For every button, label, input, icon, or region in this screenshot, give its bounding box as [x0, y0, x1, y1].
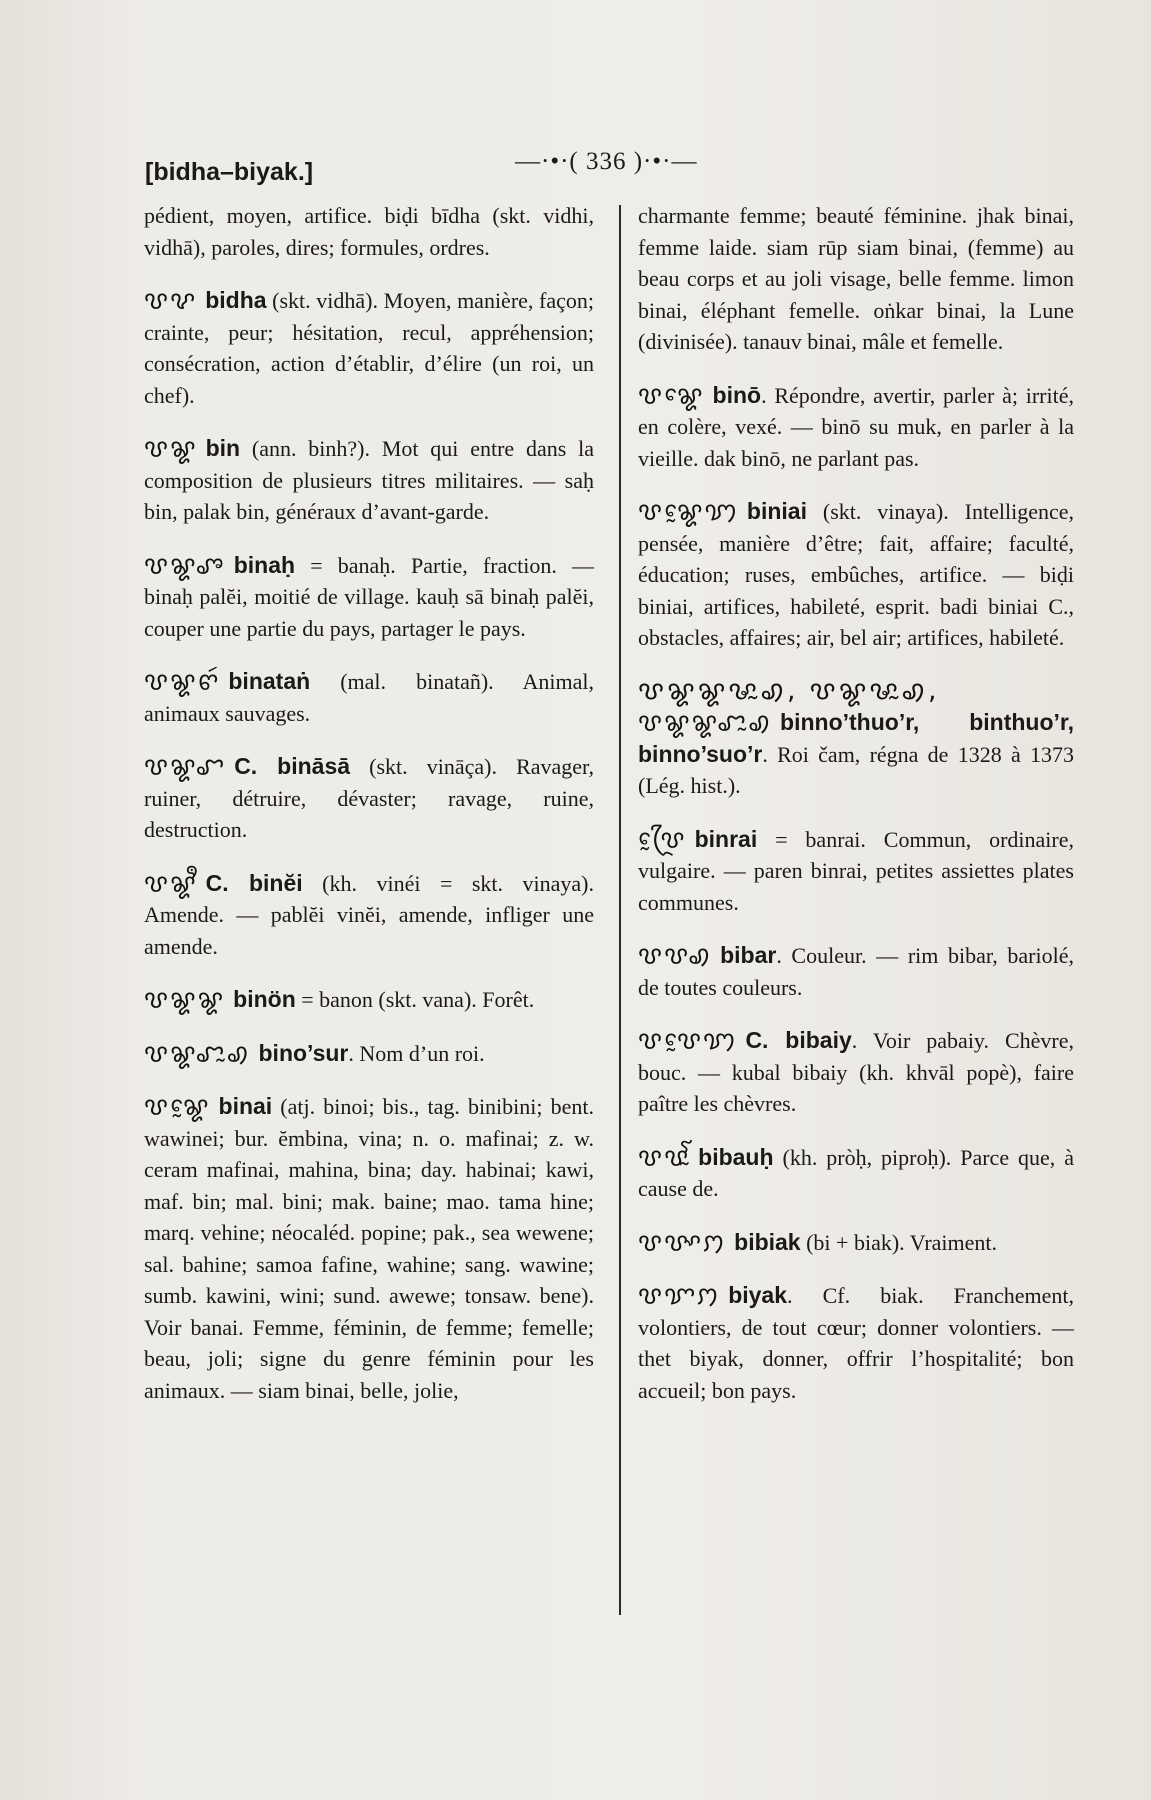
cham-script: ꨝꨝꩉ: [638, 940, 713, 970]
entry-text: (ann. binh?). Mot qui entre dans la composition de plusieurs titres militaires. — saḥ bin, palak bin, généraux d’avant-garde.: [144, 436, 594, 524]
entry-text: (skt. vinaya). Intelligence, pensée, manière d’être; fait, affaire; faculté, éducation; ruses, embûches, artifice. — biḍi biniai, artifices, habileté, esprit. badi biniai C., obstacles, affaires; air, bel air; artifices, habileté.: [638, 499, 1074, 650]
entry-text: . Roi čam, régna de 1328 à 1373 (Lég. hist.).: [638, 741, 1074, 798]
headword: bino’sur: [258, 1039, 349, 1066]
entry-text: . Répondre, avertir, parler à; irrité, en colère, vexé. — binō su muk, en parler à la vieille. dak binō, ne parlant pas.: [638, 382, 1074, 471]
dictionary-entry: [144, 285, 594, 411]
headword: C. bināsā: [234, 753, 351, 779]
dictionary-entry: [638, 380, 1074, 475]
dictionary-entry: [144, 1091, 594, 1406]
cham-script: ꨝꨘꨰ: [144, 1091, 211, 1121]
dictionary-entry: [638, 496, 1074, 654]
dictionary-entry: [638, 1025, 1074, 1120]
dictionary-entry: [144, 433, 594, 528]
entry-text: (bi + biak). Vraiment.: [800, 1229, 998, 1255]
headword: C. bibaiy: [745, 1027, 852, 1053]
headword: C. binĕi: [205, 869, 303, 896]
entry-text: . Couleur. — rim bibar, bariolé, de toutes couleurs.: [638, 943, 1074, 1000]
dictionary-entry: [638, 940, 1074, 1003]
dictionary-entry: [638, 1142, 1074, 1205]
page-number: —·•·( 336 )·•·—: [515, 148, 698, 175]
headword: biniai: [746, 498, 807, 524]
dictionary-entry: [638, 824, 1074, 919]
entry-text: . Nom d’un roi.: [348, 1040, 485, 1066]
entry-text: (kh. pròḥ, piproḥ). Parce que, à cause de.: [638, 1144, 1074, 1201]
entry-text: (atj. binoi; bis., tag. binibini; bent. wawinei; bur. ĕmbina, vina; n. o. mafinai; z. w. ceram mafinai, mahina, bina; day. habinai; kawi, maf. bin; mal. bini; mak. baine; mao. tama hine; marq. vehine; néocaléd. popine; pak., sea wewene; sal. bahine; samoa fafine, wahine; sang. wawine; sumb. kawini, wini; sund. awewe; tonsaw. bene). Voir banai. Femme, féminin, de femme; femelle; beau, joli; signe du genre féminin pour les animaux. — siam binai, belle, jolie,: [144, 1094, 594, 1403]
cham-script: ꨝꨘꨧ: [144, 751, 227, 781]
cham-script: ꨝꨴꨰ: [638, 823, 687, 854]
dictionary-entry: [144, 200, 594, 263]
cham-script: ꨝꨘꨰꩈ: [638, 496, 739, 526]
headword: biyak: [728, 1282, 788, 1308]
entry-text: (mal. binatañ). Animal, animaux sauvages.: [144, 669, 594, 726]
cham-script: ꨝꨘꨨ: [144, 549, 226, 580]
dictionary-entry: [638, 676, 1074, 802]
dictionary-entry: [144, 868, 594, 963]
right-column: [638, 200, 1074, 1428]
cham-script: ꨝꨝꨰꩈ: [638, 1025, 738, 1055]
dictionary-entry: [144, 666, 594, 729]
cham-script: ꨝꨘꨧꨭꩉ: [144, 1037, 251, 1068]
dictionary-entry: [638, 1227, 1074, 1259]
cham-script: ꨝꨝꨳꩀ: [638, 1226, 727, 1257]
headword: binai: [218, 1093, 273, 1119]
headword: binataṅ: [228, 668, 311, 694]
left-column: [144, 200, 594, 1428]
dictionary-entry: [638, 1280, 1074, 1406]
column-divider: [619, 205, 621, 1615]
entry-text: pédient, moyen, artifice. biḍi bīdha (skt. vidhi, vidhā), paroles, dires; formules, ordres.: [144, 203, 594, 260]
dictionary-entry: [144, 550, 594, 645]
entry-text: = banon (skt. vana). Forêt.: [295, 987, 535, 1012]
headword: bidha: [205, 287, 267, 313]
cham-script: ꨝꨘꨘꨧꨭꩉ: [638, 707, 773, 737]
headword: bin: [205, 435, 241, 461]
headword: bibar: [720, 942, 777, 968]
headword: binön: [233, 986, 296, 1012]
dictionary-entry: [638, 200, 1074, 358]
headword: binaḥ: [233, 551, 296, 578]
cham-script: ꨝꨘꨯ: [638, 379, 705, 410]
running-head: [bidha–biyak.]: [145, 158, 314, 186]
headword: binno’thuo’r, binthuo’r, binno’suo’r: [638, 709, 1074, 767]
cham-script: ꨝꨘꨓꩃ: [144, 666, 221, 696]
dictionary-entry: [144, 1038, 594, 1070]
cham-script: ꨝꨝꨱꨭ: [638, 1141, 691, 1172]
entry-text: charmante femme; beauté féminine. jhak binai, femme laide. siam rūp siam binai, (femme) au beau corps et au joli visage, belle femme. limon binai, éléphant femelle. oṅkar binai, la Lune (divinisée). tanauv binai, mâle et femelle.: [638, 203, 1074, 354]
entry-text: = banrai. Commun, ordinaire, vulgaire. — paren binrai, petites assiettes plates communes.: [638, 826, 1074, 915]
page-header: [145, 148, 1025, 194]
dictionary-entry: [144, 984, 594, 1016]
headword: bibiak: [734, 1228, 801, 1255]
entry-text: (skt. vidhā). Moyen, manière, façon; crainte, peur; hésitation, recul, appréhension; consécration, action d’établir, d’élire (un roi, un chef).: [144, 288, 594, 408]
cham-script: ꨝꨘ: [144, 433, 198, 463]
cham-script: ꨝꨘꨫ: [144, 867, 198, 898]
cham-script-line: ꨝꨘꨘꨔꨭꩉ, ꨝꨘꨔꨭꩉ,: [638, 675, 940, 706]
dictionary-entry: [144, 751, 594, 846]
headword: bibauḥ: [698, 1143, 774, 1170]
entry-text: . Cf. biak. Franchement, volontiers, de tout cœur; donner volontiers. — thet biyak, donner, offrir l’hospitalité; bon accueil; bon pays.: [638, 1283, 1074, 1403]
cham-script: ꨝꨢꩀ: [638, 1280, 721, 1310]
entry-text: . Voir pabaiy. Chèvre, bouc. — kubal bibaiy (kh. khvāl popè), faire paître les chèvres.: [638, 1028, 1074, 1116]
entry-text: (kh. vinéi = skt. vinaya). Amende. — pablĕi vinĕi, amende, infliger une amende.: [144, 870, 594, 959]
cham-script: ꨝꨘꨘ: [144, 984, 226, 1014]
headword: binō: [712, 381, 762, 408]
entry-text: = banaḥ. Partie, fraction. — binaḥ palĕi, moitié de village. kauḥ sā binaḥ palĕi, couper une partie du pays, partager le pays.: [144, 552, 594, 641]
headword: binrai: [694, 825, 758, 852]
entry-text: (skt. vināça). Ravager, ruiner, détruire, dévaster; ravage, ruine, destruction.: [144, 754, 594, 842]
cham-script: ꨝꨖ: [144, 285, 198, 315]
